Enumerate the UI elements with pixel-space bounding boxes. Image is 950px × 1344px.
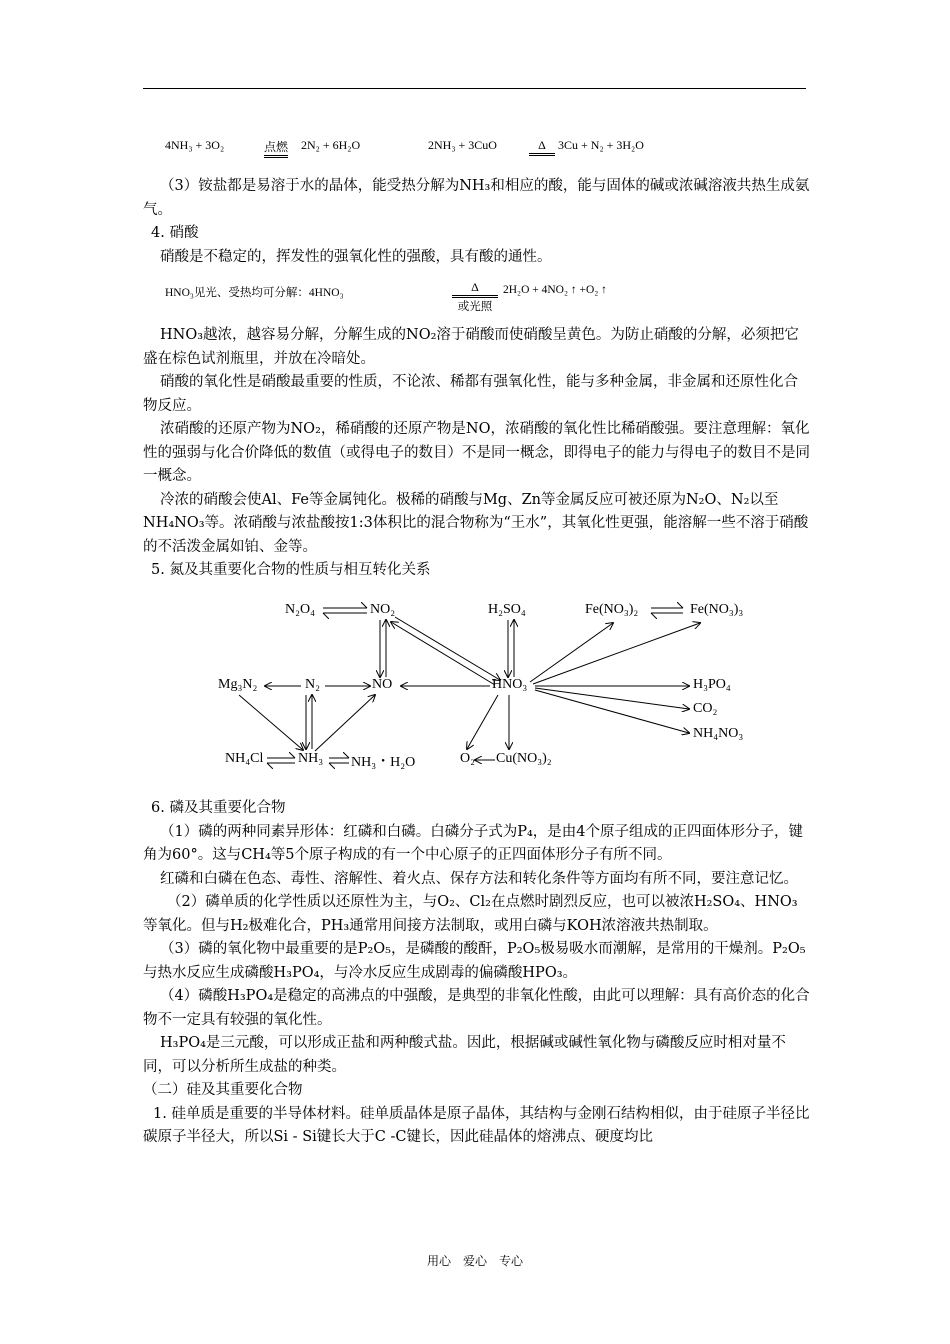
para-nitric-reduction: 浓硝酸的还原产物为NO₂，稀硝酸的还原产物是NO，浓硝酸的氧化性比稀硝酸强。要注意理解：氧化性的强弱与化合价降低的数值（或得电子的数目）不是同一概念，即得电子的能力与得电子的数目不是同一概念。 (143, 421, 810, 484)
node-nh4no3: NH₄NO₃ (693, 726, 744, 741)
eq1-condition: 点燃 (264, 138, 288, 158)
para-phosphorus-oxides: （3）磷的氧化物中最重要的是P₂O₅，是磷酸的酸酐，P₂O₅极易吸水而潮解，是常用的干燥剂。P₂O₅与热水反应生成磷酸H₃PO₄，与冷水反应生成剧毒的偏磷酸HPO₃。 (143, 941, 806, 981)
equation-nitric-decomposition: HNO₃见光、受热均可分解：4HNO₃ (165, 287, 344, 299)
heading-nitric-acid: 4. 硝酸 (151, 225, 199, 241)
node-mg3n2: Mg₃N₂ (218, 677, 258, 692)
node-o2: O₂ (460, 751, 475, 766)
para-phosphorus-chemistry: （2）磷单质的化学性质以还原性为主，与O₂、Cl₂在点燃时剧烈反应，也可以被浓H₂SO₄、HNO₃等氧化。但与H₂极难化合，PH₃通常用间接方法制取，或用白磷与KOH浓溶液共热制取。 (143, 894, 798, 934)
heading-silicon: （二）硅及其重要化合物 (143, 1082, 303, 1098)
para-phosphoric-salts: H₃PO₄是三元酸，可以形成正盐和两种酸式盐。因此，根据碱或碱性氧化物与磷酸反应时相对量不同，可以分析所生成盐的种类。 (143, 1035, 786, 1075)
text-block-phosphorus (143, 797, 811, 1150)
node-feno33: Fe(NO₃)₃ (690, 602, 744, 617)
node-n2: N₂ (305, 677, 320, 692)
node-h2so4: H₂SO₄ (488, 602, 526, 617)
eq3-cond-bottom: 或光照 (457, 301, 493, 313)
text-block-nitric (143, 324, 811, 583)
diagram-arrows (205, 595, 765, 775)
eq3-cond-top: Δ (452, 280, 498, 298)
page-footer: 用心 爱心 专心 (426, 1254, 523, 1268)
para-nitric-passivation: 冷浓的硝酸会使Al、Fe等金属钝化。极稀的硝酸与Mg、Zn等金属反应可被还原为N₂O、N₂以至NH₄NO₃等。浓硝酸与浓盐酸按1:3体积比的混合物称为“王水”，其氧化性更强，能溶解一些不溶于硝酸的不活泼金属如铂、金等。 (143, 491, 809, 555)
node-co2: CO₂ (693, 701, 718, 716)
eq1-right: 2N₂ + 6H₂O (301, 138, 361, 152)
node-hno3: HNO₃ (492, 677, 528, 692)
heading-nitrogen-relations: 5. 氮及其重要化合物的性质与相互转化关系 (151, 562, 431, 578)
para-phosphoric-acid: （4）磷酸H₃PO₄是稳定的高沸点的中强酸，是典型的非氧化性酸，由此可以理解：具有高价态的化合物不一定具有较强的氧化性。 (143, 988, 810, 1028)
para-nitric-acid-intro: 硝酸是不稳定的，挥发性的强氧化性的强酸，具有酸的通性。 (160, 248, 552, 265)
eq3-condition (452, 280, 498, 314)
header-rule (143, 88, 806, 89)
node-no: NO (372, 677, 393, 692)
heading-phosphorus: 6. 磷及其重要化合物 (151, 800, 286, 816)
text-block-ammonium (143, 175, 811, 269)
equation-ammonia-combustion (165, 138, 224, 153)
node-nh4cl: NH₄Cl (225, 751, 264, 766)
eq2-right: 3Cu + N₂ + 3H₂O (558, 138, 644, 152)
node-nh3h2o: NH₃・H₂O (351, 755, 416, 770)
para-nitric-oxidizing: 硝酸的氧化性是硝酸最重要的性质，不论浓、稀都有强氧化性，能与多种金属，非金属和还原性化合物反应。 (143, 374, 798, 414)
para-silicon: 1. 硅单质是重要的半导体材料。硅单质晶体是原子晶体，其结构与金刚石结构相似，由于硅原子半径比碳原子半径大，所以Si - Si键长大于C -C键长，因此硅晶体的熔沸点、硬度均比 (143, 1105, 810, 1145)
node-n2o4: N₂O₄ (285, 602, 315, 617)
node-h3po4: H₃PO₄ (693, 677, 731, 692)
para-phosphorus-allotropes: （1）磷的两种同素异形体：红磷和白磷。白磷分子式为P₄，是由4个原子组成的正四面体形分子，键角为60°。这与CH₄等5个原子构成的有一个中心原子的正四面体形分子有所不同。 (143, 823, 804, 863)
eq2-condition: Δ (529, 138, 555, 156)
node-feno32: Fe(NO₃)₂ (585, 602, 639, 617)
node-no2: NO₂ (370, 602, 396, 617)
para-ammonium-salts: （3）铵盐都是易溶于水的晶体，能受热分解为NH₃和相应的酸，能与固体的碱或浓碱溶液共热生成氨气。 (143, 178, 810, 218)
para-nitric-decomposition: HNO₃越浓，越容易分解，分解生成的NO₂溶于硝酸而使硝酸呈黄色。为防止硝酸的分解，必须把它盛在棕色试剂瓶里，并放在冷暗处。 (143, 327, 799, 367)
equation-ammonia-cuo: 2NH₃ + 3CuO (428, 138, 497, 152)
nitrogen-conversion-diagram (205, 595, 765, 775)
node-cuno32: Cu(NO₃)₂ (496, 751, 552, 766)
eq1-left: 4NH₃ + 3O₂ (165, 138, 225, 152)
para-phosphorus-memory: 红磷和白磷在色态、毒性、溶解性、着火点、保存方法和转化条件等方面均有所不同，要注意记忆。 (160, 870, 798, 887)
node-nh3: NH₃ (298, 751, 324, 766)
eq3-right: 2H₂O + 4NO₂ ↑ +O₂ ↑ (503, 284, 607, 296)
